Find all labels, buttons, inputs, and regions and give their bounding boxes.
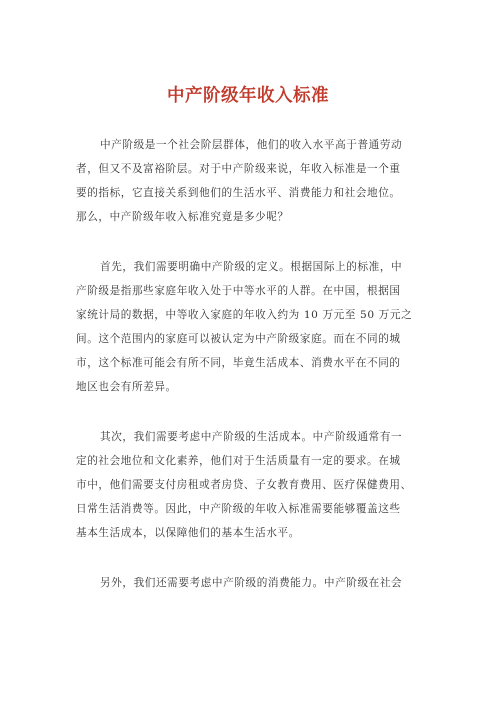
paragraph-2-line-1: 首先，我们需要明确中产阶级的定义。根据国际上的标准，中 — [100, 261, 403, 273]
paragraph-3-line-3: 市中，他们需要支付房租或者房贷、子女教育费用、医疗保健费用、 — [76, 479, 412, 491]
paragraph-3-line-4: 日常生活消费等。因此，中产阶级的年收入标准需要能够覆盖这些 — [76, 503, 401, 515]
paragraph-1-line-1: 中产阶级是一个社会阶层群体，他们的收入水平高于普通劳动 — [100, 139, 403, 151]
document-title: 中产阶级年收入标准 — [167, 86, 329, 106]
paragraph-2-line-6: 地区也会有所差异。 — [76, 381, 177, 393]
paragraph-2-line-2: 产阶级是指那些家庭年收入处于中等水平的人群。在中国，根据国 — [76, 285, 401, 297]
paragraph-3-line-5: 基本生活成本，以保障他们的基本生活水平。 — [76, 527, 300, 539]
paragraph-1-line-4: 那么，中产阶级年收入标准究竟是多少呢？ — [76, 211, 289, 223]
paragraph-3-line-1: 其次，我们需要考虑中产阶级的生活成本。中产阶级通常有一 — [100, 431, 403, 443]
paragraph-1-line-2: 者，但又不及富裕阶层。对于中产阶级来说，年收入标准是一个重 — [76, 163, 401, 175]
paragraph-4-line-1: 另外，我们还需要考虑中产阶级的消费能力。中产阶级在社会 — [100, 577, 403, 589]
paragraph-2-line-3: 家统计局的数据，中等收入家庭的年收入约为 10 万元至 50 万元之 — [76, 309, 413, 321]
paragraph-2-line-5: 市，这个标准可能会有所不同，毕竟生活成本、消费水平在不同的 — [76, 357, 401, 369]
paragraph-1-line-3: 要的指标，它直接关系到他们的生活水平、消费能力和社会地位。 — [76, 187, 401, 199]
paragraph-2-line-4: 间。这个范围内的家庭可以被认定为中产阶级家庭。而在不同的城 — [76, 333, 401, 345]
paragraph-3-line-2: 定的社会地位和文化素养，他们对于生活质量有一定的要求。在城 — [76, 455, 401, 467]
